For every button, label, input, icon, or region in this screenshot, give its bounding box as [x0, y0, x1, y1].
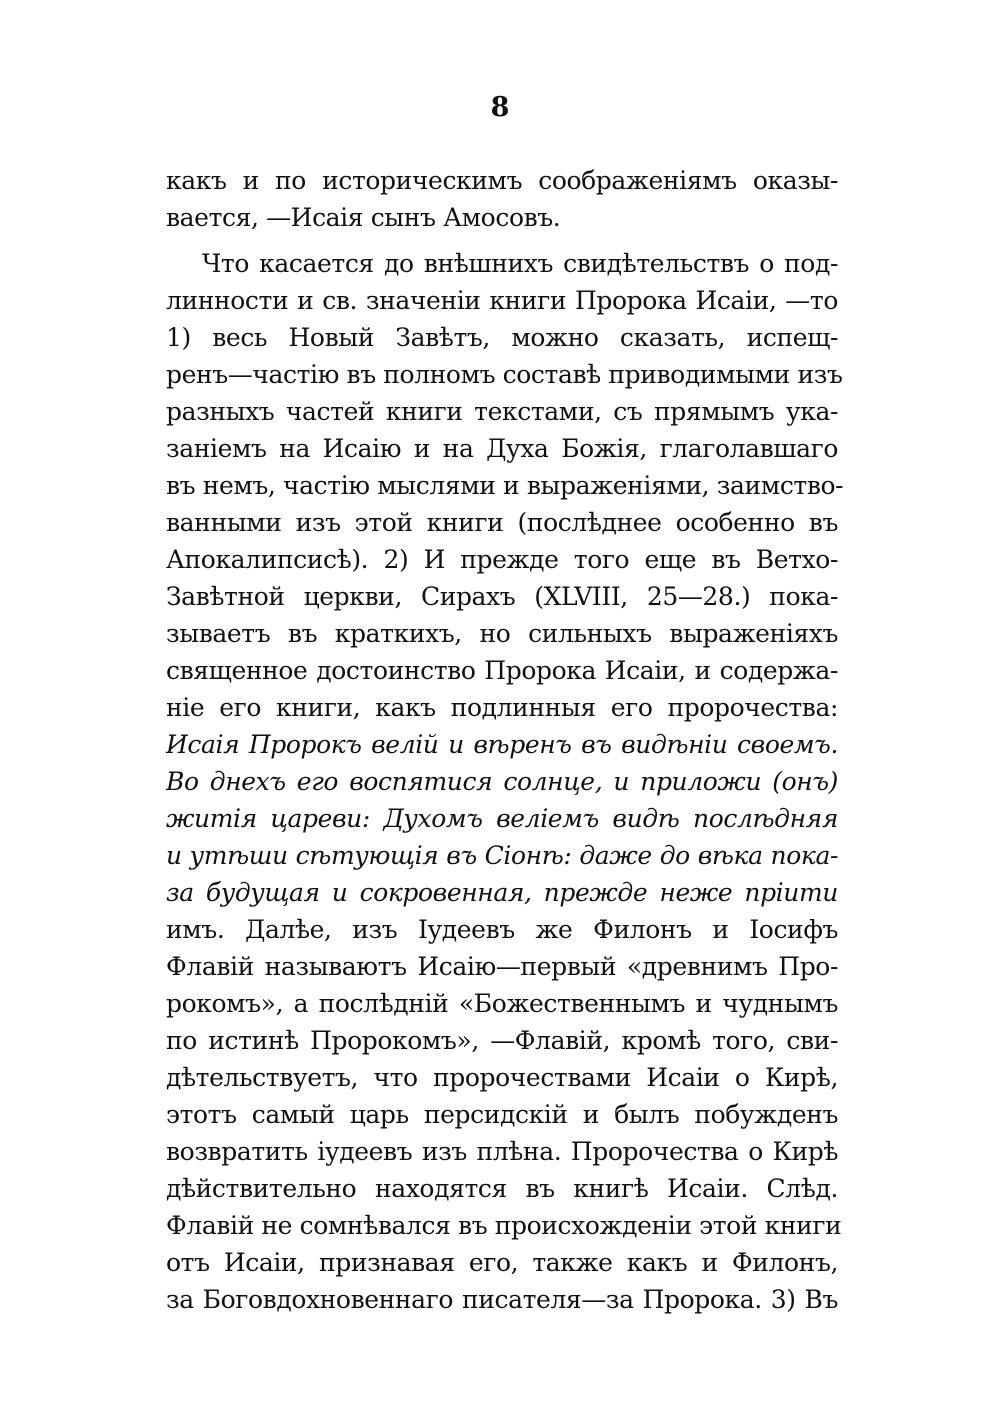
text-line: Апокалипсисѣ). 2) И прежде того еще въ Ветхо- — [166, 545, 838, 574]
text-line: какъ и по историческимъ соображеніямъ оказы- — [166, 166, 838, 195]
paragraph-start-line: Что касается до внѣшнихъ свидѣтельствъ о под- — [202, 249, 838, 278]
quote-line: Во днехъ его воспятися солнце, и приложи (онъ) — [166, 767, 838, 796]
body-text — [166, 162, 844, 1318]
text-line: дѣйствительно находятся въ книгѣ Исаіи. Слѣд. — [166, 1174, 838, 1203]
text-line: дѣтельствуетъ, что пророчествами Исаіи о Кирѣ, — [166, 1063, 838, 1092]
text-line: ванными изъ этой книги (послѣднее особенно въ — [166, 508, 838, 537]
text-line: линности и св. значеніи книги Пророка Исаіи, —то — [166, 286, 838, 315]
text-line: ніе его книги, какъ подлинныя его пророчества: — [166, 693, 838, 722]
text-line: ренъ—частію въ полномъ составѣ приводимыми изъ — [166, 360, 843, 389]
text-line: этотъ самый царь персидскій и былъ побужденъ — [166, 1100, 838, 1129]
text-line: за Боговдохновеннаго писателя—за Пророка. 3) Въ — [166, 1285, 838, 1314]
quote-line: Исаія Пророкъ велій и вѣренъ въ видѣніи своемъ. — [166, 730, 838, 759]
text-line: рокомъ», а послѣдній «Божественнымъ и чуднымъ — [166, 989, 838, 1018]
quote-line: житія цареви: Духомъ веліемъ видѣ послѣдняя — [166, 804, 838, 833]
text-line: заніемъ на Исаію и на Духа Божія, глаголавшаго — [166, 434, 838, 463]
text-line: зываетъ въ краткихъ, но сильныхъ выраженіяхъ — [166, 619, 838, 648]
text-line: 1) весь Новый Завѣтъ, можно сказать, испещ- — [166, 323, 838, 352]
text-line: Флавій называютъ Исаію—первый «древнимъ Про- — [166, 952, 838, 981]
text-line: вается, —Исаія сынъ Амосовъ. — [166, 203, 561, 232]
text-line: отъ Исаіи, признавая его, также какъ и Филонъ, — [166, 1248, 838, 1277]
page-number: 8 — [490, 92, 510, 123]
text-line: въ немъ, частію мыслями и выраженіями, заимство- — [166, 471, 844, 500]
text-line: Завѣтной церкви, Сирахъ (XLVIII, 25—28.) пока- — [166, 582, 838, 611]
text-line: разныхъ частей книги текстами, съ прямымъ ука- — [166, 397, 838, 426]
text-line: Флавій не сомнѣвался въ происхожденіи этой книги — [166, 1211, 842, 1240]
text-line: священное достоинство Пророка Исаіи, и содержа- — [166, 656, 838, 685]
quote-line: и утѣши сѣтующія въ Сіонѣ: даже до вѣка пока- — [166, 841, 838, 870]
text-line: имъ. Далѣе, изъ Іудеевъ же Филонъ и Іосифъ — [166, 915, 838, 944]
text-line: возвратить іудеевъ изъ плѣна. Пророчества о Кирѣ — [166, 1137, 838, 1166]
text-line: по истинѣ Пророкомъ», —Флавій, кромѣ того, сви- — [166, 1026, 838, 1055]
quote-line: за будущая и сокровенная, прежде неже пріити — [166, 878, 838, 907]
